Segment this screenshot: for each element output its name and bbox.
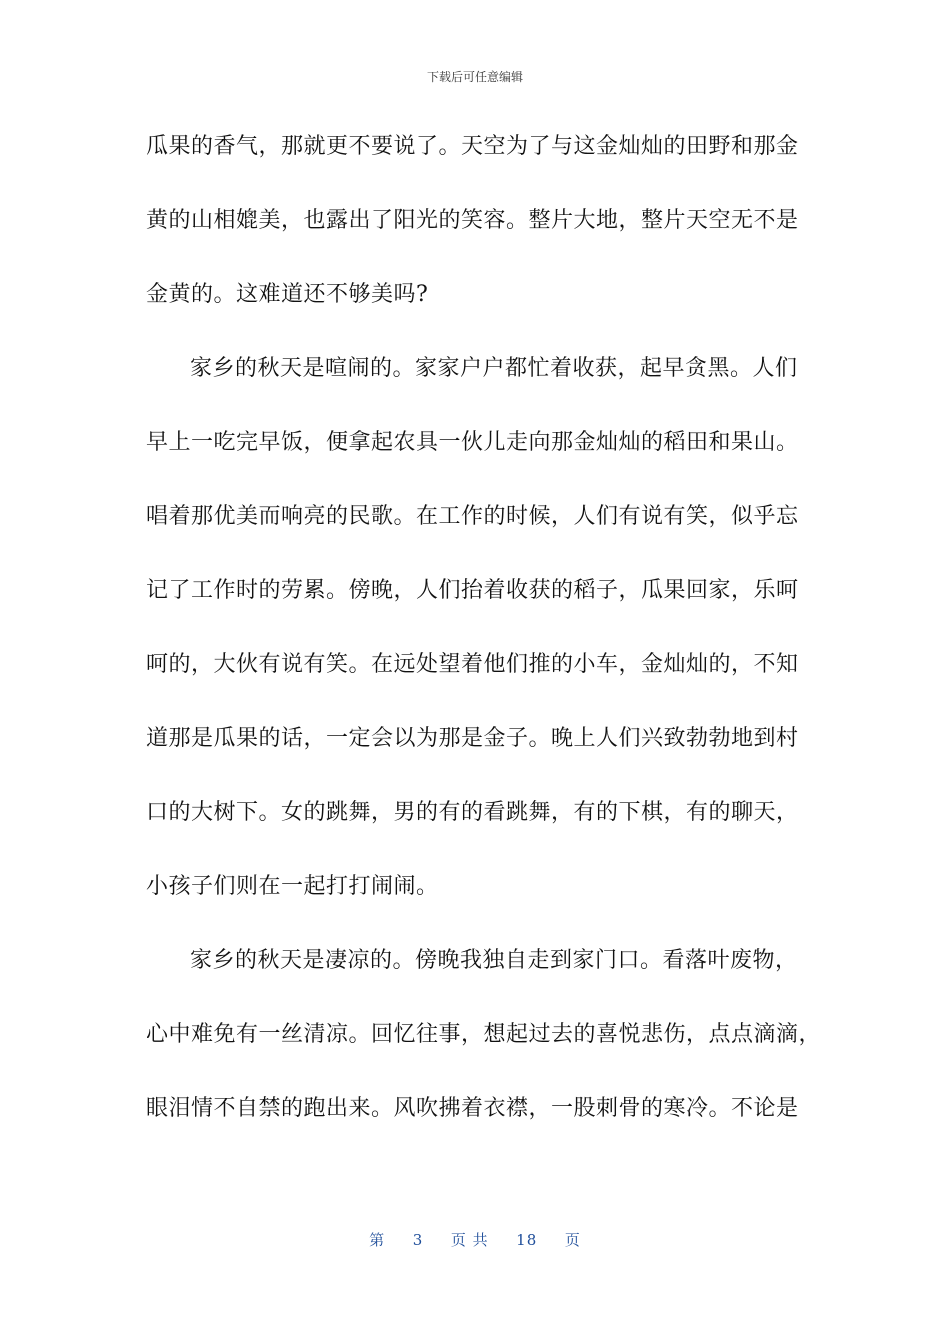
paragraph-start-line: 家乡的秋天是喧闹的。家家户户都忙着收获，起早贪黑。人们 bbox=[190, 356, 798, 381]
document-body bbox=[146, 125, 822, 1161]
footer-prefix: 第 bbox=[369, 1231, 386, 1249]
text-line: 瓜果的香气，那就更不要说了。天空为了与这金灿灿的田野和那金 bbox=[146, 134, 799, 159]
paragraph-start-line: 家乡的秋天是凄凉的。傍晚我独自走到家门口。看落叶废物， bbox=[190, 948, 798, 973]
text-line: 口的大树下。女的跳舞，男的有的看跳舞，有的下棋，有的聊天， bbox=[146, 800, 799, 825]
text-line: 呵的，大伙有说有笑。在远处望着他们推的小车，金灿灿的，不知 bbox=[146, 652, 799, 677]
current-page-number: 3 bbox=[412, 1231, 424, 1249]
text-line: 早上一吃完早饭，便拿起农具一伙儿走向那金灿灿的稻田和果山。 bbox=[146, 430, 799, 455]
text-line: 黄的山相媲美，也露出了阳光的笑容。整片大地，整片天空无不是 bbox=[146, 208, 799, 233]
text-line: 小孩子们则在一起打打闹闹。 bbox=[146, 874, 439, 899]
page-header: 下载后可任意编辑 bbox=[426, 70, 523, 84]
text-line: 眼泪情不自禁的跑出来。风吹拂着衣襟，一股刺骨的寒冷。不论是 bbox=[146, 1096, 799, 1121]
text-line: 记了工作时的劳累。傍晚，人们抬着收获的稻子，瓜果回家，乐呵 bbox=[146, 578, 799, 603]
text-line: 道那是瓜果的话，一定会以为那是金子。晚上人们兴致勃勃地到村 bbox=[146, 726, 799, 751]
total-pages-number: 18 bbox=[516, 1231, 538, 1249]
page-footer bbox=[0, 1229, 950, 1250]
footer-middle-text: 页 共 bbox=[450, 1231, 489, 1249]
text-line: 心中难免有一丝清凉。回忆往事，想起过去的喜悦悲伤，点点滴滴， bbox=[146, 1022, 822, 1047]
text-line: 唱着那优美而响亮的民歌。在工作的时候，人们有说有笑，似乎忘 bbox=[146, 504, 799, 529]
footer-suffix: 页 bbox=[564, 1231, 581, 1249]
text-line: 金黄的。这难道还不够美吗? bbox=[146, 282, 429, 307]
